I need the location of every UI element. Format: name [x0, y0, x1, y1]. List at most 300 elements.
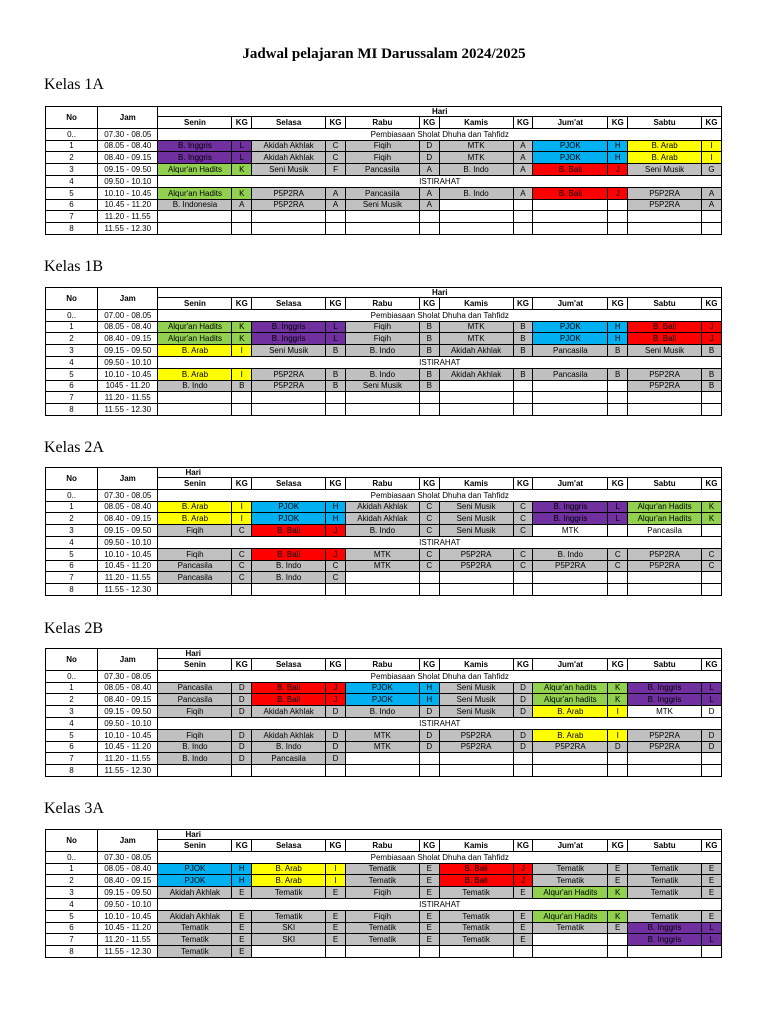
subject-cell: Pancasila: [533, 368, 608, 380]
header-day: Rabu: [345, 478, 419, 490]
row-no: 0..: [46, 851, 98, 863]
table-row: [46, 875, 722, 887]
header-no: No: [46, 288, 98, 310]
subject-cell: [628, 765, 702, 777]
subject-cell: MTK: [439, 321, 513, 333]
kg-cell: E: [513, 910, 533, 922]
kg-cell: D: [419, 706, 439, 718]
header-jam: Jam: [98, 468, 158, 490]
row-jam: 11.55 - 12.30: [98, 404, 158, 416]
page-title: Jadwal pelajaran MI Darussalam 2024/2025: [242, 46, 526, 62]
kg-cell: C: [326, 152, 346, 164]
subject-cell: P5P2RA: [252, 187, 326, 199]
kg-cell: [513, 572, 533, 584]
row-no: 8: [46, 765, 98, 777]
subject-cell: Seni Musik: [439, 525, 513, 537]
row-jam: 07.30 - 08.05: [98, 489, 158, 501]
subject-cell: B. Bali: [252, 525, 326, 537]
row-no: 5: [46, 910, 98, 922]
kg-cell: B: [419, 321, 439, 333]
table-row: [46, 898, 722, 910]
row-jam: 09.15 - 09.50: [98, 345, 158, 357]
subject-cell: Fiqih: [345, 333, 419, 345]
row-span-note: Pembiasaan Sholat Dhuha dan Tahfidz: [158, 489, 722, 501]
kg-cell: I: [326, 875, 346, 887]
kg-cell: [326, 404, 346, 416]
table-row: [46, 128, 722, 140]
subject-cell: Tematik: [439, 922, 513, 934]
kg-cell: A: [513, 164, 533, 176]
subject-cell: P5P2RA: [628, 199, 702, 211]
subject-cell: Alqur'an Hadits: [158, 333, 232, 345]
kg-cell: [419, 572, 439, 584]
subject-cell: Seni Musik: [345, 199, 419, 211]
kg-cell: A: [513, 140, 533, 152]
subject-cell: B. Indo: [252, 560, 326, 572]
subject-cell: Akidah Akhlak: [252, 140, 326, 152]
subject-cell: B. Arab: [533, 729, 608, 741]
table-row: [46, 765, 722, 777]
row-jam: 09.15 - 09.50: [98, 887, 158, 899]
subject-cell: SKI: [252, 922, 326, 934]
kg-cell: [608, 584, 628, 596]
subject-cell: Tematik: [345, 922, 419, 934]
kg-cell: E: [702, 875, 722, 887]
subject-cell: Tematik: [345, 934, 419, 946]
kg-cell: D: [326, 741, 346, 753]
header-day: KG: [513, 298, 533, 310]
row-no: 8: [46, 946, 98, 958]
subject-cell: B. Inggris: [628, 694, 702, 706]
header-day: KG: [419, 478, 439, 490]
row-jam: 10.45 - 11.20: [98, 922, 158, 934]
header-day: Jum'at: [533, 840, 608, 852]
kg-cell: B: [513, 345, 533, 357]
row-jam: 08.40 - 09.15: [98, 152, 158, 164]
subject-cell: MTK: [439, 152, 513, 164]
kg-cell: I: [232, 501, 252, 513]
header-day: KG: [232, 298, 252, 310]
table-row: [46, 501, 722, 513]
subject-cell: [158, 211, 232, 223]
kg-cell: J: [513, 875, 533, 887]
row-no: 6: [46, 199, 98, 211]
kg-cell: E: [513, 922, 533, 934]
kg-cell: C: [419, 513, 439, 525]
kg-cell: E: [608, 863, 628, 875]
subject-cell: Alqur'an Hadits: [533, 887, 608, 899]
subject-cell: P5P2RA: [628, 729, 702, 741]
kg-cell: H: [608, 333, 628, 345]
kg-cell: B: [608, 368, 628, 380]
kg-cell: D: [513, 729, 533, 741]
subject-cell: P5P2RA: [628, 548, 702, 560]
kg-cell: D: [232, 753, 252, 765]
kg-cell: L: [702, 682, 722, 694]
header-day: KG: [326, 659, 346, 671]
kg-cell: H: [419, 694, 439, 706]
table-row: [46, 404, 722, 416]
kg-cell: D: [513, 682, 533, 694]
subject-cell: [345, 584, 419, 596]
kg-cell: I: [232, 513, 252, 525]
kg-cell: J: [608, 187, 628, 199]
header-day: Sabtu: [628, 117, 702, 129]
kg-cell: D: [702, 729, 722, 741]
kg-cell: C: [232, 560, 252, 572]
subject-cell: P5P2RA: [252, 380, 326, 392]
subject-cell: MTK: [628, 706, 702, 718]
class-heading: Kelas 2B: [44, 620, 104, 637]
row-jam: 11.20 - 11.55: [98, 392, 158, 404]
subject-cell: B. Indo: [439, 187, 513, 199]
table-row: [46, 140, 722, 152]
row-no: 5: [46, 187, 98, 199]
table-row: [46, 910, 722, 922]
table-row: [46, 887, 722, 899]
kg-cell: E: [419, 922, 439, 934]
kg-cell: E: [513, 887, 533, 899]
header-day: Kamis: [439, 659, 513, 671]
header-day: KG: [513, 478, 533, 490]
row-jam: 07.00 - 08.05: [98, 309, 158, 321]
kg-cell: [513, 392, 533, 404]
table-row: [46, 741, 722, 753]
subject-cell: B. Arab: [252, 875, 326, 887]
kg-cell: J: [326, 682, 346, 694]
header-day: Rabu: [345, 117, 419, 129]
row-no: 5: [46, 729, 98, 741]
kg-cell: J: [326, 525, 346, 537]
table-row: [46, 223, 722, 235]
subject-cell: P5P2RA: [439, 741, 513, 753]
subject-cell: Akidah Akhlak: [439, 345, 513, 357]
subject-cell: P5P2RA: [439, 548, 513, 560]
kg-cell: D: [513, 706, 533, 718]
kg-cell: B: [608, 345, 628, 357]
kg-cell: I: [232, 345, 252, 357]
subject-cell: B. Inggris: [252, 321, 326, 333]
subject-cell: [533, 934, 608, 946]
row-jam: 10.10 - 10.45: [98, 729, 158, 741]
kg-cell: D: [326, 753, 346, 765]
kg-cell: [608, 404, 628, 416]
subject-cell: [628, 392, 702, 404]
header-day: Senin: [158, 117, 232, 129]
kg-cell: K: [232, 164, 252, 176]
kg-cell: [702, 525, 722, 537]
kg-cell: [326, 223, 346, 235]
kg-cell: C: [702, 548, 722, 560]
row-jam: 07.30 - 08.05: [98, 670, 158, 682]
header-day: KG: [608, 298, 628, 310]
subject-cell: MTK: [439, 140, 513, 152]
kg-cell: E: [232, 946, 252, 958]
subject-cell: [439, 211, 513, 223]
table-row: [46, 922, 722, 934]
kg-cell: E: [702, 863, 722, 875]
subject-cell: [252, 765, 326, 777]
subject-cell: [252, 211, 326, 223]
row-jam: 10.45 - 11.20: [98, 560, 158, 572]
row-jam: 11.20 - 11.55: [98, 211, 158, 223]
kg-cell: [608, 199, 628, 211]
kg-cell: B: [232, 380, 252, 392]
schedule-table: [45, 648, 722, 777]
subject-cell: [345, 404, 419, 416]
kg-cell: A: [326, 199, 346, 211]
kg-cell: [419, 946, 439, 958]
subject-cell: Pancasila: [345, 187, 419, 199]
row-no: 0..: [46, 309, 98, 321]
kg-cell: [232, 223, 252, 235]
kg-cell: [326, 211, 346, 223]
kg-cell: [513, 765, 533, 777]
subject-cell: [533, 753, 608, 765]
subject-cell: PJOK: [533, 152, 608, 164]
subject-cell: [345, 572, 419, 584]
kg-cell: [326, 584, 346, 596]
subject-cell: [439, 199, 513, 211]
kg-cell: D: [232, 729, 252, 741]
subject-cell: PJOK: [345, 682, 419, 694]
kg-cell: C: [419, 560, 439, 572]
subject-cell: [628, 584, 702, 596]
subject-cell: Seni Musik: [345, 380, 419, 392]
subject-cell: Tematik: [628, 863, 702, 875]
table-row: [46, 946, 722, 958]
header-day: KG: [232, 840, 252, 852]
header-day: KG: [608, 659, 628, 671]
header-day: KG: [702, 840, 722, 852]
kg-cell: C: [326, 572, 346, 584]
subject-cell: Fiqih: [345, 321, 419, 333]
subject-cell: [345, 765, 419, 777]
kg-cell: L: [702, 922, 722, 934]
subject-cell: B. Indo: [158, 753, 232, 765]
subject-cell: Akidah Akhlak: [252, 152, 326, 164]
kg-cell: [702, 572, 722, 584]
subject-cell: Tematik: [533, 922, 608, 934]
kg-cell: B: [702, 345, 722, 357]
kg-cell: E: [232, 922, 252, 934]
kg-cell: E: [419, 887, 439, 899]
kg-cell: [702, 753, 722, 765]
kg-cell: [702, 404, 722, 416]
subject-cell: Seni Musik: [252, 164, 326, 176]
row-jam: 09.15 - 09.50: [98, 525, 158, 537]
kg-cell: L: [608, 513, 628, 525]
subject-cell: Fiqih: [158, 706, 232, 718]
row-span-note: Pembiasaan Sholat Dhuha dan Tahfidz: [158, 670, 722, 682]
row-jam: 09.50 - 10.10: [98, 536, 158, 548]
kg-cell: I: [608, 729, 628, 741]
subject-cell: Pancasila: [345, 164, 419, 176]
subject-cell: Pancasila: [158, 694, 232, 706]
header-day: Senin: [158, 478, 232, 490]
subject-cell: SKI: [252, 934, 326, 946]
kg-cell: A: [419, 199, 439, 211]
subject-cell: Alqur'an Hadits: [158, 164, 232, 176]
header-day: KG: [419, 840, 439, 852]
subject-cell: B. Bali: [439, 863, 513, 875]
class-heading: Kelas 2A: [44, 439, 104, 456]
subject-cell: B. Indo: [158, 741, 232, 753]
row-no: 3: [46, 887, 98, 899]
subject-cell: Seni Musik: [439, 513, 513, 525]
subject-cell: [252, 946, 326, 958]
row-no: 8: [46, 404, 98, 416]
row-jam: 09.15 - 09.50: [98, 164, 158, 176]
header-day: KG: [326, 298, 346, 310]
subject-cell: P5P2RA: [533, 560, 608, 572]
table-row: [46, 187, 722, 199]
row-jam: 10.10 - 10.45: [98, 187, 158, 199]
subject-cell: B. Indo: [252, 741, 326, 753]
table-row: [46, 333, 722, 345]
subject-cell: MTK: [345, 729, 419, 741]
subject-cell: Pancasila: [628, 525, 702, 537]
subject-cell: B. Arab: [158, 501, 232, 513]
header-day: Selasa: [252, 659, 326, 671]
schedule-table: [45, 287, 722, 416]
row-jam: 11.20 - 11.55: [98, 934, 158, 946]
kg-cell: E: [232, 887, 252, 899]
row-jam: 11.20 - 11.55: [98, 572, 158, 584]
header-day: Jum'at: [533, 117, 608, 129]
header-day: Kamis: [439, 478, 513, 490]
row-jam: 08.40 - 09.15: [98, 333, 158, 345]
kg-cell: A: [419, 187, 439, 199]
subject-cell: PJOK: [533, 333, 608, 345]
subject-cell: [533, 211, 608, 223]
subject-cell: Tematik: [628, 875, 702, 887]
schedule-table: [45, 829, 722, 958]
subject-cell: [252, 584, 326, 596]
row-no: 2: [46, 513, 98, 525]
header-day: KG: [702, 478, 722, 490]
kg-cell: C: [326, 140, 346, 152]
kg-cell: [419, 223, 439, 235]
subject-cell: Tematik: [439, 934, 513, 946]
header-day: Kamis: [439, 840, 513, 852]
row-no: 5: [46, 548, 98, 560]
kg-cell: H: [326, 501, 346, 513]
row-jam: 07.30 - 08.05: [98, 851, 158, 863]
kg-cell: C: [513, 501, 533, 513]
row-jam: 09.50 - 10.10: [98, 898, 158, 910]
row-no: 2: [46, 694, 98, 706]
header-day: KG: [513, 840, 533, 852]
header-jam: Jam: [98, 107, 158, 129]
kg-cell: D: [513, 741, 533, 753]
kg-cell: K: [702, 501, 722, 513]
subject-cell: Pancasila: [158, 572, 232, 584]
kg-cell: D: [702, 741, 722, 753]
kg-cell: E: [608, 875, 628, 887]
subject-cell: B. Arab: [252, 863, 326, 875]
kg-cell: D: [419, 729, 439, 741]
subject-cell: Akidah Akhlak: [158, 910, 232, 922]
subject-cell: B. Indo: [345, 706, 419, 718]
table-row: [46, 753, 722, 765]
kg-cell: J: [326, 548, 346, 560]
kg-cell: H: [608, 140, 628, 152]
row-no: 8: [46, 584, 98, 596]
row-jam: 11.55 - 12.30: [98, 584, 158, 596]
subject-cell: [345, 211, 419, 223]
row-no: 1: [46, 140, 98, 152]
header-hari: Hari: [158, 107, 722, 117]
kg-cell: [326, 765, 346, 777]
kg-cell: A: [702, 187, 722, 199]
subject-cell: [158, 584, 232, 596]
subject-cell: PJOK: [252, 513, 326, 525]
class-heading: Kelas 1B: [44, 258, 104, 275]
subject-cell: [533, 946, 608, 958]
row-no: 1: [46, 863, 98, 875]
row-no: 2: [46, 333, 98, 345]
row-span-note: ISTIRAHAT: [158, 175, 722, 187]
header-jam: Jam: [98, 288, 158, 310]
subject-cell: [345, 392, 419, 404]
header-day: KG: [326, 840, 346, 852]
row-jam: 08.40 - 09.15: [98, 513, 158, 525]
kg-cell: E: [513, 934, 533, 946]
subject-cell: P5P2RA: [628, 380, 702, 392]
subject-cell: Pancasila: [533, 345, 608, 357]
subject-cell: Seni Musik: [439, 682, 513, 694]
subject-cell: Fiqih: [345, 887, 419, 899]
kg-cell: D: [326, 729, 346, 741]
subject-cell: Tematik: [628, 887, 702, 899]
kg-cell: B: [326, 368, 346, 380]
subject-cell: Tematik: [158, 922, 232, 934]
kg-cell: E: [232, 910, 252, 922]
row-no: 0..: [46, 670, 98, 682]
subject-cell: Seni Musik: [628, 345, 702, 357]
kg-cell: E: [608, 922, 628, 934]
subject-cell: [533, 572, 608, 584]
kg-cell: B: [326, 345, 346, 357]
kg-cell: I: [702, 152, 722, 164]
row-jam: 08.05 - 08.40: [98, 863, 158, 875]
kg-cell: [702, 223, 722, 235]
subject-cell: PJOK: [345, 694, 419, 706]
header-day: Selasa: [252, 478, 326, 490]
kg-cell: [608, 525, 628, 537]
subject-cell: [158, 404, 232, 416]
kg-cell: [608, 765, 628, 777]
table-row: [46, 682, 722, 694]
kg-cell: E: [326, 922, 346, 934]
header-day: KG: [419, 659, 439, 671]
kg-cell: L: [702, 694, 722, 706]
header-day: Rabu: [345, 840, 419, 852]
kg-cell: B: [702, 368, 722, 380]
table-row: [46, 584, 722, 596]
subject-cell: B. Inggris: [158, 152, 232, 164]
row-span-note: Pembiasaan Sholat Dhuha dan Tahfidz: [158, 851, 722, 863]
subject-cell: P5P2RA: [533, 741, 608, 753]
subject-cell: [628, 223, 702, 235]
kg-cell: B: [419, 380, 439, 392]
header-day: KG: [702, 659, 722, 671]
header-day: KG: [608, 840, 628, 852]
row-no: 7: [46, 934, 98, 946]
kg-cell: [419, 584, 439, 596]
subject-cell: [628, 572, 702, 584]
